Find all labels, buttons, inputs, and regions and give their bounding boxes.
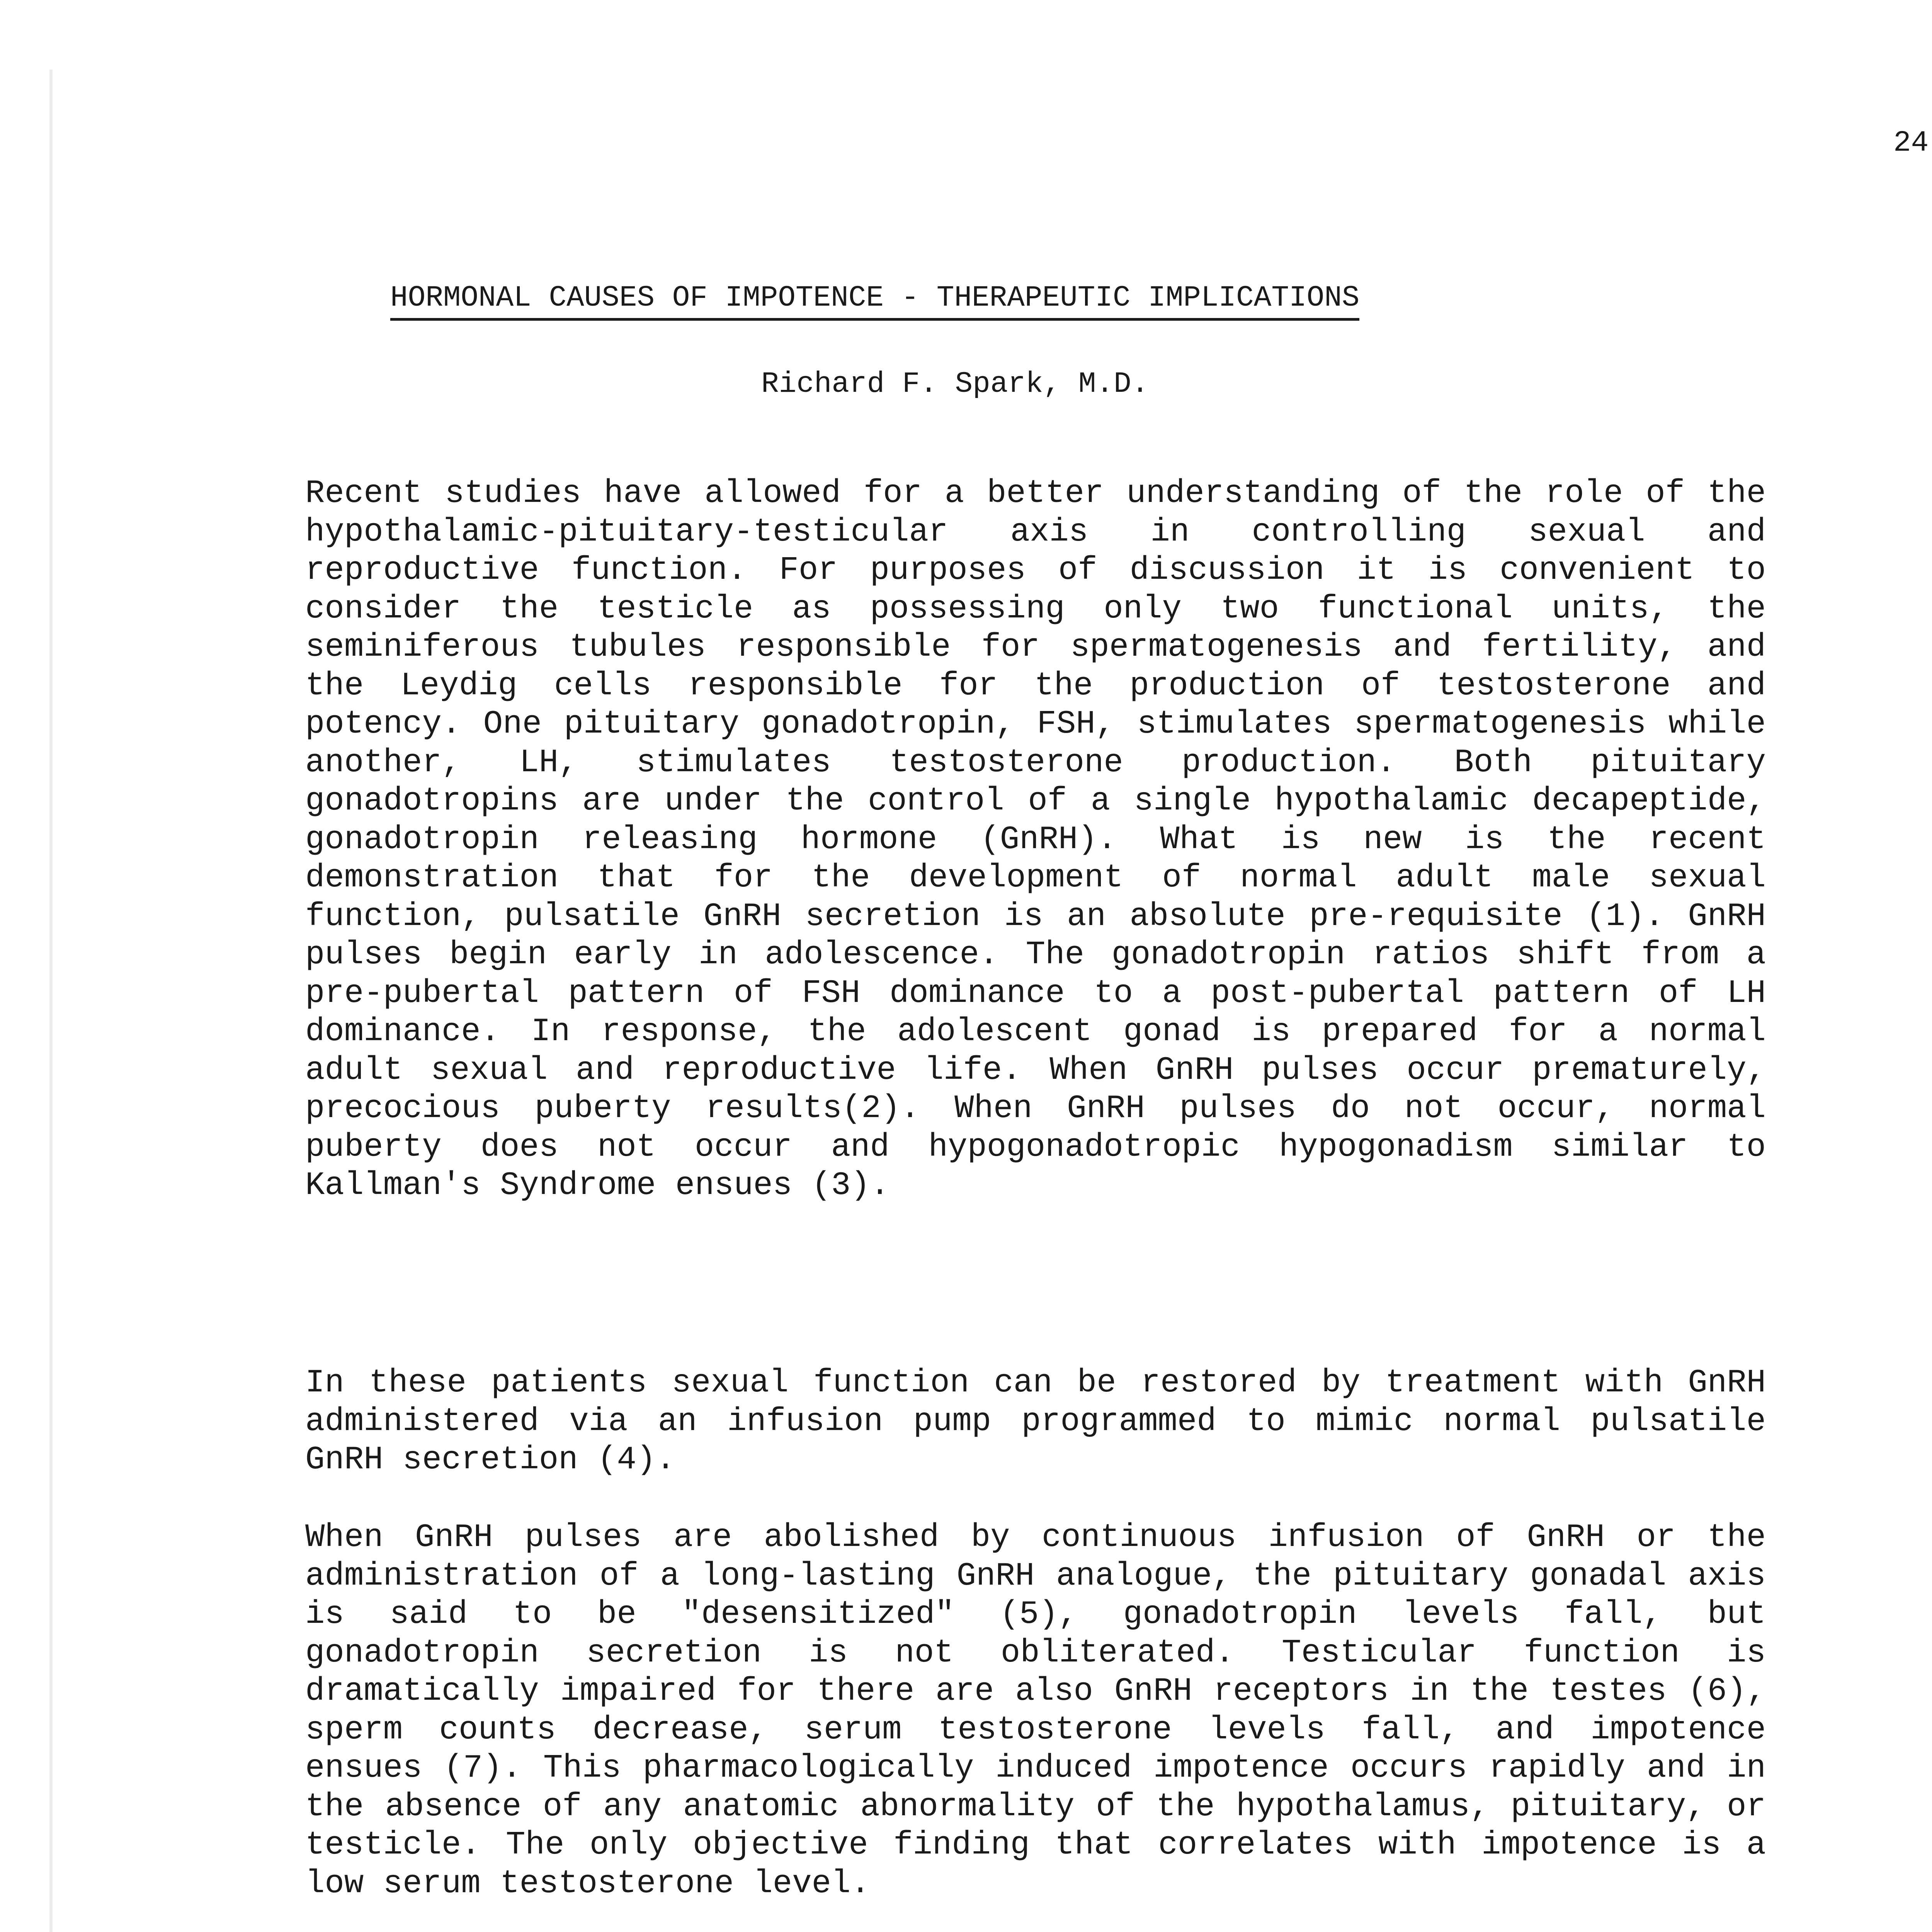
body-paragraph-2: In these patients sexual function can be restored by treatment with GnRH administered via an infusion pump programmed to mimic normal pulsatile GnRH secretion (4). — [305, 1365, 1766, 1478]
author-line: Richard F. Spark, M.D. — [761, 367, 1149, 401]
document-title: HORMONAL CAUSES OF IMPOTENCE - THERAPEUTIC IMPLICATIONS — [390, 280, 1359, 321]
body-paragraph-1: Recent studies have allowed for a better understanding of the role of the hypothalamic-pituitary-testicular axis in controlling sexual and reproductive function. For purposes of discussion it is convenient to consider the testicle as possessing only two functional units, the seminiferous tubules responsible for spermatogenesis and fertility, and the Leydig cells responsible for the production of testosterone and potency. One pituitary gonadotropin, FSH, stimulates spermatogenesis while another, LH, stimulates testosterone production. Both pituitary gonadotropins are under the control of a single hypothalamic decapeptide, gonadotropin releasing hormone (GnRH). What is new is the recent demonstration that for the development of normal adult male sexual function, pulsatile GnRH secretion is an absolute pre-requisite (1). GnRH pulses begin early in adolescence. The gonadotropin ratios shift from a pre-pubertal pattern of FSH dominance to a post-pubertal pattern of LH dominance. In response, the adolescent gonad is prepared for a normal adult sexual and reproductive life. When GnRH pulses occur prematurely, precocious puberty results(2). When GnRH pulses do not occur, normal puberty does not occur and hypogonadotropic hypogonadism similar to Kallman's Syndrome ensues (3). — [305, 475, 1766, 1204]
page-number: 24 — [1893, 126, 1929, 160]
scan-edge-shadow — [49, 70, 53, 1932]
body-paragraph-3: When GnRH pulses are abolished by continuous infusion of GnRH or the administration of a long-lasting GnRH analogue, the pituitary gonadal axis is said to be "desensitized" (5), gonadotropin levels fall, but gonadotropin secretion is not obliterated. Testicular function is dramatically impaired for there are also GnRH receptors in the testes (6), sperm counts decrease, serum testosterone levels fall, and impotence ensues (7). This pharmacologically induced impotence occurs rapidly and in the absence of any anatomic abnormality of the hypothalamus, pituitary, or testicle. The only objective finding that correlates with impotence is a low serum testosterone level. — [305, 1519, 1766, 1902]
